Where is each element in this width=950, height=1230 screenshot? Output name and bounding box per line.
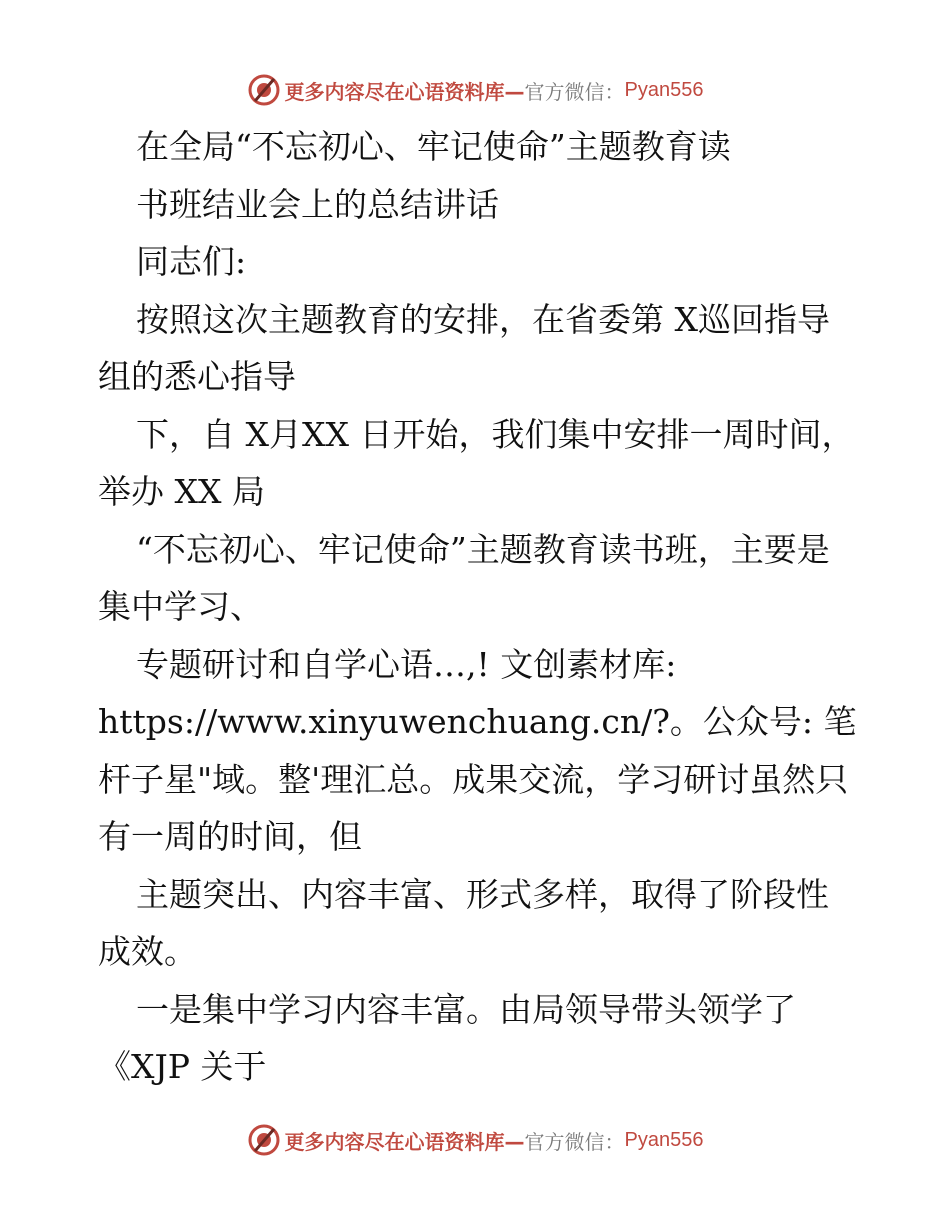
document-title-line-2: 书班结业会上的总结讲话 <box>136 184 499 224</box>
paragraph-2: 下，自 X月XX 日开始，我们集中安排一周时间，举办 XX 局 <box>98 414 855 511</box>
document-body <box>98 118 858 1096</box>
document-title-line-1: 在全局“不忘初心、牢记使命”主题教育读 <box>136 127 731 166</box>
banner-site-text: 更多内容尽在心语资料库— <box>284 79 525 104</box>
banner-wechat-label: 官方微信： <box>524 1129 625 1154</box>
footer-watermark-banner <box>0 1120 950 1160</box>
paragraph-4: 专题研讨和自学心语…,! 文创素材库: https://www.xinyuwenchuang.cn/?。公众号: 笔杆子星"域。整'理汇总。成果交流，学习研讨虽然只有一周的时间，但 <box>98 644 857 856</box>
paragraph-1: 按照这次主题教育的安排，在省委第 X巡回指导组的悉心指导 <box>98 299 830 396</box>
paragraph-6: 一是集中学习内容丰富。由局领导带头领学了《XJP 关于 <box>98 989 796 1086</box>
greeting: 同志们: <box>136 242 247 281</box>
banner-site-text: 更多内容尽在心语资料库— <box>284 1129 525 1154</box>
brush-logo-icon <box>247 73 281 107</box>
banner-account: Pyan556 <box>624 1128 704 1151</box>
paragraph-3: “不忘初心、牢记使命”主题教育读书班，主要是集中学习、 <box>98 529 830 626</box>
paragraph-5: 主题突出、内容丰富、形式多样，取得了阶段性成效。 <box>98 874 829 971</box>
banner-wechat-label: 官方微信： <box>524 79 625 104</box>
header-watermark-banner <box>0 70 950 110</box>
brush-logo-icon <box>247 1123 281 1157</box>
banner-account: Pyan556 <box>624 78 704 101</box>
